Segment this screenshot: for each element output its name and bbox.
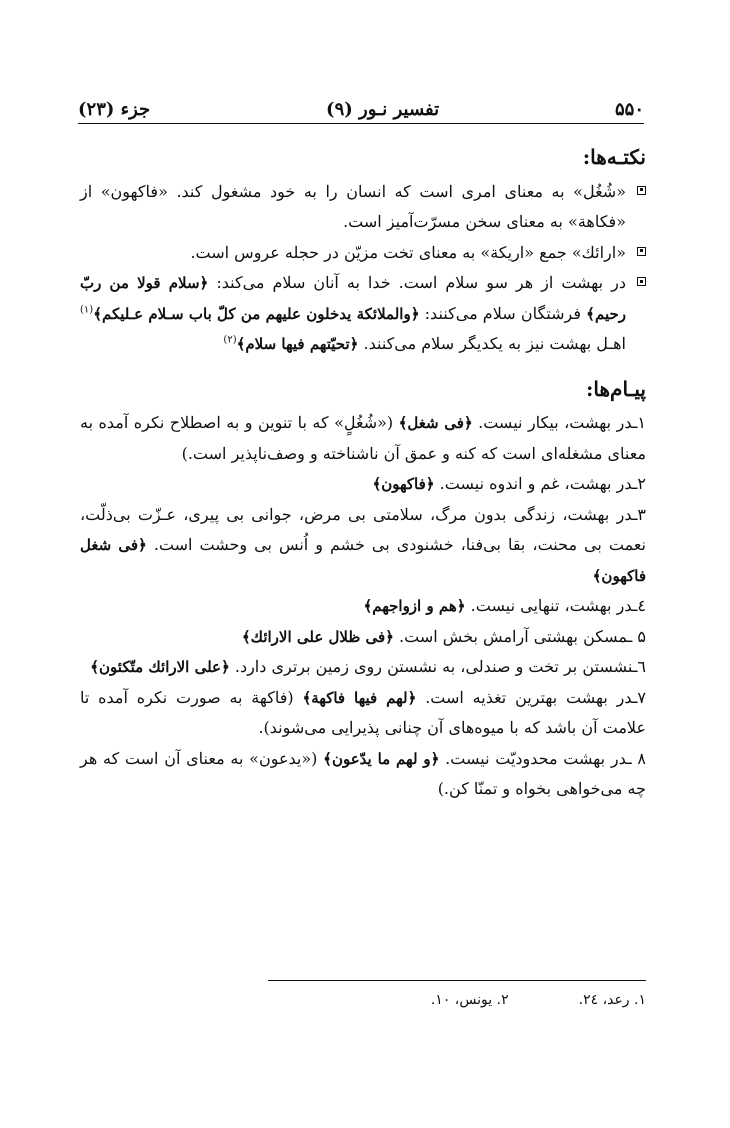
- footnote-1: ۱. رعد، ۲٤.: [578, 992, 646, 1008]
- quran-quote: ﴿لهم فیها فاکهة﴾: [302, 688, 417, 707]
- message-item: ۱ـدر بهشت، بیکار نیست. ﴿فی شغل﴾ («شُغُلٍ» که با تنوین و به اصطلاح نکره آمده به معنای مشغله‌ای است که کنه و عمق آن ناشناخته و وصف‌ناپذیر است.): [80, 413, 647, 463]
- quran-quote: ﴿فی ظلال علی الارائك﴾: [241, 627, 394, 646]
- square-bullet-icon: [637, 277, 646, 286]
- page-header: [78, 94, 644, 124]
- quran-quote: ﴿فاکهون﴾: [372, 475, 435, 493]
- footnote-divider: [268, 980, 646, 981]
- quran-quote: ﴿تحیّتهم فیها سلام﴾: [236, 335, 359, 353]
- messages-heading: پیـام‌ها:: [586, 376, 646, 401]
- message-item: ۳ـدر بهشت، زندگی بدون مرگ، سلامتی بی مرض، جوانی بی پیری، عـزّت بی‌ذلّت، نعمت بی محنت، بقا بی‌فنا، خشنودی بی خشم و اُنس بی وحشت است. ﴿فی شغل فاکهون﴾: [80, 504, 646, 585]
- message-item: ٦ـنشستن بر تخت و صندلی، به نشستن روی زمین برتری دارد. ﴿علی الارائك متّکئون﴾: [90, 657, 646, 676]
- notes-heading: نکتـه‌ها:: [582, 145, 646, 169]
- page-number: ۵۵۰: [614, 99, 644, 120]
- message-item: ۵ ـمسکن بهشتی آرامش بخش است. ﴿فی ظلال علی الارائك﴾: [241, 626, 646, 646]
- quran-quote: ﴿هم و ازواجهم﴾: [363, 597, 466, 615]
- footnotes: [268, 992, 646, 1008]
- quran-quote: ﴿فی شغل فاکهون﴾: [80, 536, 646, 585]
- message-item: ۲ـدر بهشت، غم و اندوه نیست. ﴿فاکهون﴾: [372, 474, 646, 493]
- quran-quote: ﴿فی شغل﴾: [398, 414, 473, 432]
- quran-quote: ﴿علی الارائك متّکئون﴾: [90, 658, 230, 676]
- message-item: ٤ـدر بهشت، تنهایی نیست. ﴿هم و ازواجهم﴾: [363, 596, 646, 615]
- book-title: تفسیر نـور (۹): [326, 99, 440, 120]
- note-item: در بهشت از هر سو سلام است. خدا به آنان سلام می‌کند: ﴿سلام قولا من ربّ رحیم﴾ فرشتگان سلام می‌کنند: ﴿والملائکة یدخلون علیهم من کلّ باب سـلام عـلیکم﴾$^{(۱)}$ اهـل بهشت نیز به یکدیگر سلام می‌کنند. ﴿تحیّتهم فیها سلام﴾$^{(۲)}$: [80, 268, 646, 360]
- page-body: [80, 140, 646, 805]
- note-item: «ارائك» جمع «اریکة» به معنای تخت مزیّن در حجله عروس است.: [80, 238, 646, 269]
- part-label: جزء (۲۳): [78, 99, 151, 120]
- message-item: ۸ ـدر بهشت محدودیّت نیست. ﴿و لهم ما یدّعون﴾ («یدعون» به معنای آن است که هر چه می‌خواهی بخواه و تمنّا کن.): [80, 748, 647, 798]
- footnote-ref: (۲): [223, 334, 237, 346]
- note-item: «شُغُل» به معنای امری است که انسان را به خود مشغول کند. «فاکهون» از «فکاهة» به معنای سخن مسرّت‌آمیز است.: [80, 177, 646, 238]
- square-bullet-icon: [637, 247, 646, 256]
- message-item: ۷ـدر بهشت بهترین تغذیه است. ﴿لهم فیها فاکهة﴾ (فاکهة به صورت نکره آمده تا علامت آن باشد که با میوه‌های آن چنانی پذیرایی می‌شوند).: [80, 687, 647, 737]
- quran-quote: ﴿والملائکة یدخلون علیهم من کلّ باب سـلام عـلیکم﴾: [93, 304, 420, 323]
- quran-quote: ﴿و لهم ما یدّعون﴾: [323, 749, 440, 768]
- footnote-2: ۲. یونس، ۱۰.: [430, 992, 509, 1008]
- quran-quote: ﴿سلام قولا من ربّ رحیم﴾: [80, 274, 626, 323]
- footnote-ref: (۱): [80, 304, 94, 316]
- square-bullet-icon: [637, 186, 646, 195]
